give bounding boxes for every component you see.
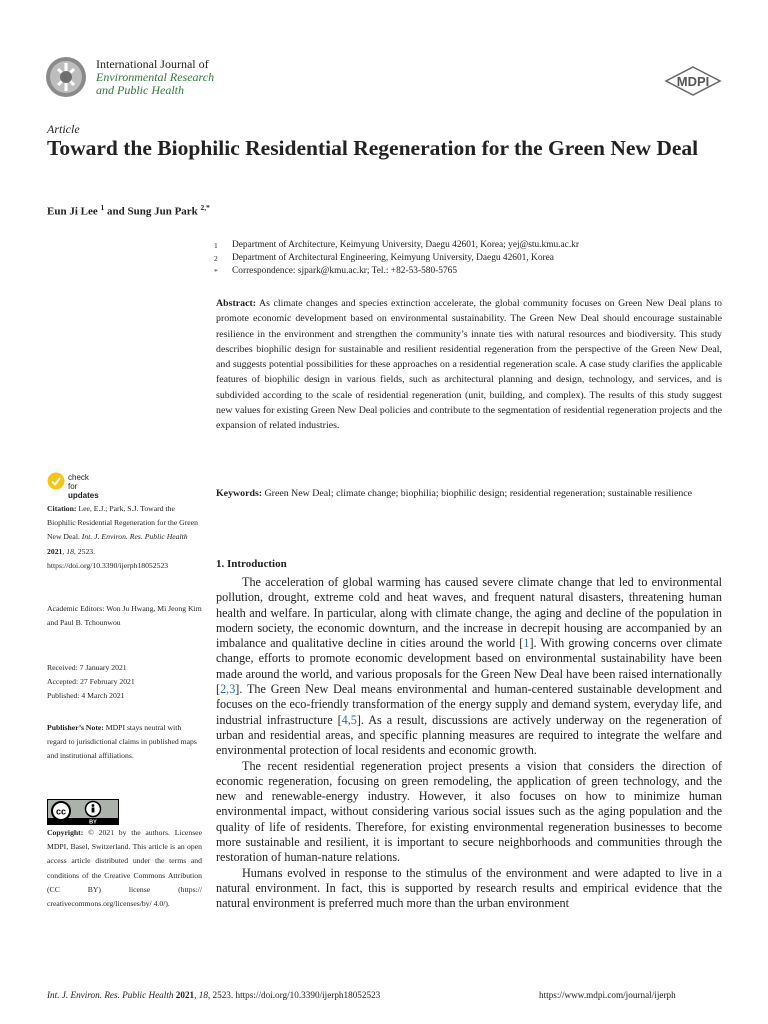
footer-volume: 18 bbox=[198, 990, 208, 1000]
author-conjunction: and bbox=[106, 205, 125, 218]
academic-editors: Academic Editors: Won Ju Hwang, Mi Jeong Kim and Paul B. Tchounwou bbox=[47, 604, 202, 628]
citation-volume: 18 bbox=[66, 546, 74, 556]
correspondence bbox=[214, 265, 457, 278]
cc-icon: cc bbox=[55, 806, 67, 817]
cc-badge-label: BY bbox=[89, 819, 97, 825]
paragraph-text: The acceleration of global warming has caused severe climate change that led to environmental pollution, drought, extreme cold and heat waves, and frequent natural disasters, threatening human health and welfare. In particular, along with climate change, the aging and decline of the population in modern society, the economic downturn, and the increase in decrepit housing are accompanied by an imbalance and qualitative decline in cities around the world [ bbox=[216, 575, 722, 651]
citation-year: 2021 bbox=[47, 546, 63, 556]
check-updates-line2: updates bbox=[68, 491, 99, 500]
copyright-label: Copyright: bbox=[47, 828, 84, 837]
abstract-label: Abstract: bbox=[216, 298, 257, 309]
body-text bbox=[216, 575, 722, 912]
footer-citation: Int. J. Environ. Res. Public Health 2021, 18, 2523. https://doi.org/10.3390/ijerph18052523 bbox=[47, 990, 381, 1000]
paragraph: The recent residential regeneration project presents a vision that considers the direction of economic regeneration, focusing on green remodeling, the application of green technology, and the new and renewable-energy industry. However, it also focuses on how to minimize human environmental impact, without considering various social issues such as the aging population and the quality of life of residents. Therefore, for existing environmental regeneration businesses to become more sustainable and resilient, it is important to secure neighborhoods and communities through the restoration of human-nature relations. bbox=[216, 758, 722, 865]
citation: Citation: Lee, E.J.; Park, S.J. Toward the Biophilic Residential Regeneration for the Green New Deal. Int. J. Environ. Res. Public Health 2021, 18, 2523. https://doi.org/10.3390/ijerph18052523 bbox=[47, 504, 198, 570]
correspondence-text: Correspondence: sjpark@kmu.ac.kr; Tel.: +82-53-580-5765 bbox=[232, 266, 458, 276]
citation-label: Citation: bbox=[47, 504, 77, 513]
footer-journal: Int. J. Environ. Res. Public Health bbox=[47, 990, 174, 1000]
affiliation-mark: 1 bbox=[214, 241, 218, 250]
paragraph: Humans evolved in response to the stimulus of the environment and were adapted to live in a natural environment. In fact, this is supported by research results and empirical evidence that the natural environment is preferred much more than the urban environment bbox=[216, 865, 722, 911]
author-list bbox=[47, 203, 210, 218]
mdpi-logo-text: MDPI bbox=[676, 74, 710, 89]
affiliation bbox=[214, 239, 579, 252]
author-affiliation-mark: 1 bbox=[100, 203, 105, 212]
check-updates-icon bbox=[47, 472, 65, 490]
affiliation-mark: 2 bbox=[214, 254, 218, 263]
received-date: Received: 7 January 2021 bbox=[47, 663, 127, 672]
citation-doi[interactable]: , 2523. https://doi.org/10.3390/ijerph18052523 bbox=[47, 546, 169, 570]
author-affiliation-mark: 2,* bbox=[200, 203, 210, 212]
reference-link[interactable]: 4,5 bbox=[341, 712, 357, 727]
publication-dates bbox=[47, 661, 202, 704]
paragraph bbox=[216, 575, 722, 759]
publisher-note-label: Publisher’s Note: bbox=[47, 723, 104, 732]
article-title: Toward the Biophilic Residential Regeneration for the Green New Deal bbox=[47, 136, 699, 160]
abstract bbox=[216, 296, 722, 434]
journal-logo bbox=[44, 55, 88, 99]
publisher-note-text: MDPI stays neutral with regard to jurisdictional claims in published maps and institutional affiliations. bbox=[47, 723, 197, 761]
publisher-note bbox=[47, 721, 202, 764]
reference-link[interactable]: 2,3 bbox=[220, 682, 236, 697]
journal-name-line3: and Public Health bbox=[96, 83, 184, 97]
affiliation-text: Department of Architecture, Keimyung University, Daegu 42601, Korea; yej@stu.kmu.ac.kr bbox=[232, 240, 579, 250]
paragraph-text: ]. The Green New Deal means environmental and human-centered sustainable development and focuses on the eco-friendly transformation of the energy supply and demand system, everyday life, and industrial infrastructure [ bbox=[216, 682, 722, 727]
attribution-icon bbox=[92, 804, 95, 807]
citation-text: Lee, E.J.; Park, S.J. Toward the Biophilic Residential Regeneration for the Green New Deal. bbox=[47, 504, 198, 542]
cc-by-license-badge[interactable] bbox=[47, 799, 119, 825]
affiliation-text: Department of Architectural Engineering, Keimyung University, Daegu 42601, Korea bbox=[232, 253, 554, 263]
accepted-date: Accepted: 27 February 2021 bbox=[47, 677, 135, 687]
abstract-text: As climate changes and species extinction accelerate, the global community focuses on Green New Deal plans to promote economic development based on environmental sustainability. The Green New Deal should encourage sustainable resilience in the environment and strengthen the community’s innate ties with natural resources and biodiversity. This study describes biophilic design for sustainable and resilient residential regeneration from the perspective of the Green New Deal, and suggests potential possibilities for these approaches on a residential regeneration scale. A case study clarifies the applicable features of biophilic design in various fields, such as architectural planning and design, technology, and services, and is subdivided according to the scale of residential regeneration (unit, building, and complex). The results of this study suggest new values for existing Green New Deal policies and contribute to the segmentation of residential regeneration projects and the expansion of related industries. bbox=[216, 298, 722, 432]
article-type: Article bbox=[47, 122, 80, 136]
footer-journal-url[interactable]: https://www.mdpi.com/journal/ijerph bbox=[539, 990, 676, 1000]
footer-doi[interactable]: , 2523. https://doi.org/10.3390/ijerph18052523 bbox=[207, 990, 381, 1000]
affiliation bbox=[214, 252, 554, 265]
reference-link[interactable]: 1 bbox=[523, 636, 530, 651]
keywords-label: Keywords: bbox=[216, 488, 263, 499]
citation-journal: Int. J. Environ. Res. Public Health bbox=[81, 532, 188, 542]
check-updates-label bbox=[68, 473, 99, 500]
paragraph-text: ]. As a result, discussions are actively underway on the regeneration of urban and residential areas, and specific planning measures are required to integrate the welfare and environmental protection of local residents and economic growth. bbox=[216, 712, 722, 758]
mdpi-logo bbox=[664, 66, 722, 96]
footer-year: 2021 bbox=[175, 990, 195, 1000]
paragraph-text: ]. With growing concerns over climate change, efforts to promote economic development based on environmental sustainability have been made around the world, and various proposals for the Green New Deal have been raised internationally [ bbox=[216, 636, 722, 697]
copyright-notice bbox=[47, 826, 202, 911]
published-date: Published: 4 March 2021 bbox=[47, 691, 125, 701]
author-name: Eun Ji Lee bbox=[47, 205, 98, 218]
journal-name-line1: International Journal of bbox=[96, 57, 209, 71]
section-heading: 1. Introduction bbox=[216, 558, 287, 570]
correspondence-mark: * bbox=[214, 267, 218, 276]
copyright-text: © 2021 by the authors. Licensee MDPI, Basel, Switzerland. This article is an open access article distributed under the terms and conditions of the Creative Commons Attribution (CC BY) license (https:// creativecommons.org/licenses/by/ 4.0/). bbox=[47, 828, 203, 909]
journal-name bbox=[96, 58, 214, 97]
check-for-updates-button[interactable] bbox=[47, 472, 99, 500]
keywords-text: Green New Deal; climate change; biophilia; biophilic design; residential regeneration; sustainable resilience bbox=[264, 488, 693, 499]
journal-name-line2: Environmental Research bbox=[96, 70, 215, 84]
check-updates-line1: check for bbox=[68, 473, 89, 491]
keywords bbox=[216, 486, 722, 501]
author-name: Sung Jun Park bbox=[127, 205, 198, 218]
